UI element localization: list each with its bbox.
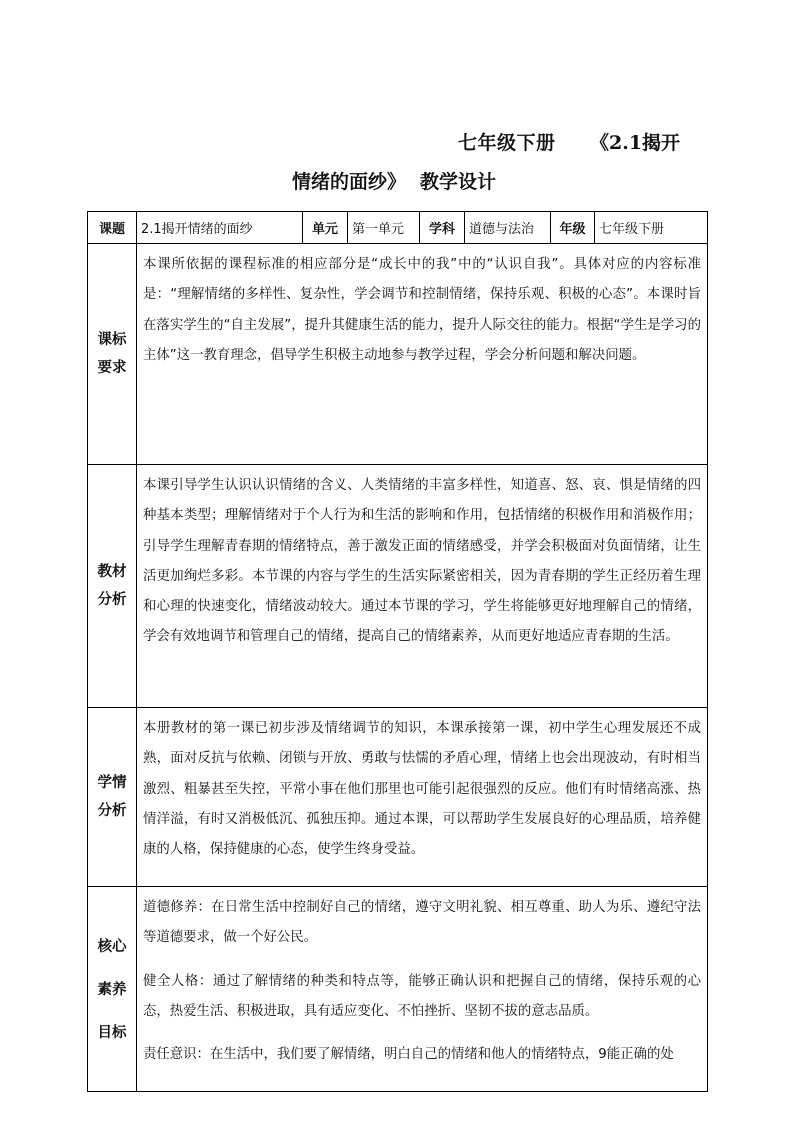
core-literacy-label (88, 887, 137, 1092)
learner-label-line-1: 学情 (97, 774, 127, 791)
material-row (88, 465, 708, 708)
subject-label: 学科 (420, 212, 465, 244)
material-label-line-2: 分析 (97, 591, 127, 608)
unit-label: 单元 (303, 212, 348, 244)
material-text: 本课引导学生认识认识情绪的含义、人类情绪的丰富多样性，知道喜、怒、哀、惧是情绪的四种基本类型；理解情绪对于个人行为和生活的影响和作用，包括情绪的积极作用和消极作用；引导学生理解青春期的情绪特点，善于激发正面的情绪感受，并学会积极面对负面情绪，让生活更加绚烂多彩。本节课的内容与学生的生活实际紧密相关，因为青春期的学生正经历着生理和心理的快速变化，情绪波动较大。通过本节课的学习，学生将能够更好地理解自己的情绪，学会有效地调节和管理自己的情绪，提高自己的情绪素养，从而更好地适应青春期的生活。 (137, 465, 708, 708)
title-design: 教学设计 (420, 171, 497, 193)
topic-value: 2.1揭开情绪的面纱 (137, 212, 303, 244)
core-literacy-text (137, 887, 708, 1092)
core-literacy-row (88, 887, 708, 1092)
teaching-design-table (87, 211, 708, 1092)
title-grade: 七年级下册 (458, 132, 556, 154)
header-row (88, 212, 708, 244)
document-title-line-2 (292, 167, 496, 194)
grade-value: 七年级下册 (595, 212, 708, 244)
material-label (88, 465, 137, 708)
learner-label-line-2: 分析 (97, 802, 127, 819)
learner-text: 本册教材的第一课已初步涉及情绪调节的知识，本课承接第一课，初中学生心理发展还不成熟，面对反抗与依赖、闭锁与开放、勇敢与怯懦的矛盾心理，情绪上也会出现波动，有时相当激烈、粗暴甚至失控，平常小事在他们那里也可能引起很强烈的反应。他们有时情绪高涨、热情洋溢，有时又消极低沉、孤独压抑。通过本课，可以帮助学生发展良好的心理品质，培养健康的人格，保持健康的心态，使学生终身受益。 (137, 708, 708, 887)
material-label-line-1: 教材 (97, 563, 127, 580)
learner-row (88, 708, 708, 887)
learner-label (88, 708, 137, 887)
core-moral-paragraph: 道德修养：在日常生活中控制好自己的情绪，遵守文明礼貌、相互尊重、助人为乐、遵纪守法等道德要求，做一个好公民。 (143, 900, 701, 946)
core-label-line-1: 核心 (97, 937, 127, 955)
grade-label: 年级 (551, 212, 595, 244)
curriculum-text: 本课所依据的课程标准的相应部分是“成长中的我”中的“认识自我”。具体对应的内容标准是：“理解情绪的多样性、复杂性，学会调节和控制情绪，保持乐观、积极的心态”。本课时旨在落实学生的“自主发展”，提升其健康生活的能力，提升人际交往的能力。根据“学生是学习的主体”这一教育理念，倡导学生积极主动地参与教学过程，学会分析问题和解决问题。 (137, 244, 708, 465)
subject-value: 道德与法治 (465, 212, 551, 244)
curriculum-label (88, 244, 137, 465)
title-lesson-start: 《2.1揭开 (590, 132, 681, 154)
unit-value: 第一单元 (348, 212, 420, 244)
curriculum-label-line-1: 课标 (97, 331, 127, 348)
curriculum-row (88, 244, 708, 465)
document-title-line-1 (0, 128, 794, 158)
title-lesson-end: 情绪的面纱》 (292, 171, 407, 193)
core-label-line-2: 素养 (97, 980, 127, 998)
core-personality-paragraph: 健全人格：通过了解情绪的种类和特点等，能够正确认识和把握自己的情绪，保持乐观的心态，热爱生活、积极进取，具有适应变化、不怕挫折、坚韧不拔的意志品质。 (143, 973, 701, 1019)
topic-label: 课题 (88, 212, 137, 244)
core-label-line-3: 目标 (97, 1023, 127, 1041)
core-responsibility-paragraph: 责任意识：在生活中，我们要了解情绪，明白自己的情绪和他人的情绪特点，9能正确的处 (143, 1047, 674, 1063)
curriculum-label-line-2: 要求 (97, 359, 127, 376)
